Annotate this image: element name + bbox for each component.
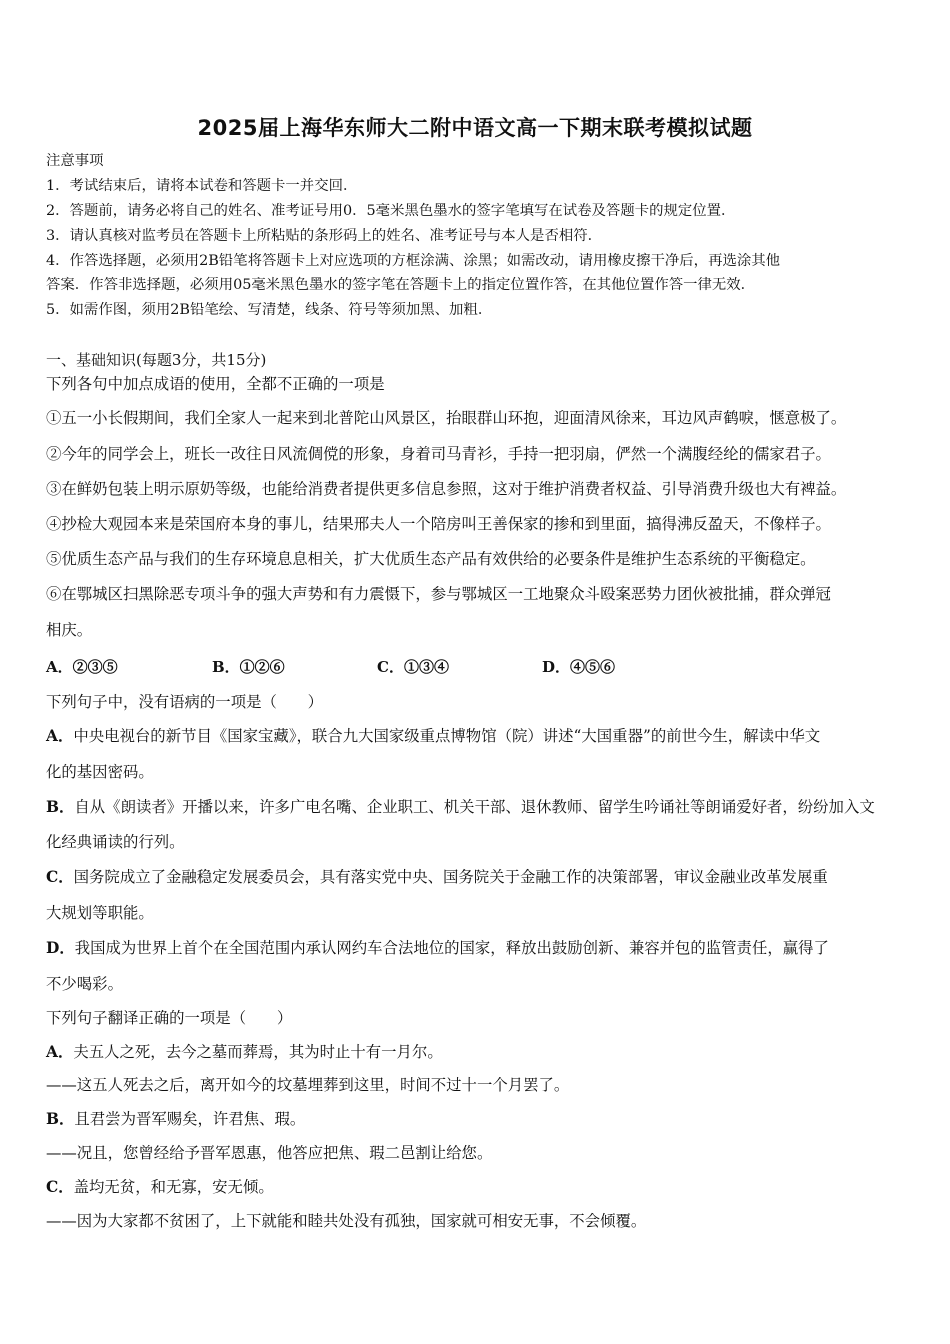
option-text: 盖均无贫，和无寡，安无倾。 [73, 1178, 274, 1196]
option-letter: D． [46, 939, 75, 957]
option-text: 夫五人之死，去今之墓而葬焉，其为时止十有一月尔。 [73, 1043, 443, 1061]
option-line [46, 867, 828, 887]
question-sentence: 相庆。 [46, 621, 93, 639]
option-text: 我国成为世界上首个在全国范围内承认网约车合法地位的国家，释放出鼓励创新、兼容并包的监管责任，赢得了 [74, 939, 829, 957]
option-d[interactable]: D．④⑤⑥ [542, 658, 616, 676]
option-text: 且君尝为晋军赐矣，许君焦、瑕。 [74, 1110, 306, 1128]
option-line: ——因为大家都不贫困了，上下就能和睦共处没有孤独，国家就可相安无事，不会倾覆。 [46, 1212, 647, 1230]
option-line: 大规划等职能。 [46, 904, 154, 922]
notice-item: 1．考试结束后，请将本试卷和答题卡一并交回． [46, 178, 358, 194]
question-sentence: ②今年的同学会上，班长一改往日风流倜傥的形象，身着司马青衫，手持一把羽扇，俨然一个满腹经纶的儒家君子。 [46, 445, 831, 463]
option-line [46, 1177, 274, 1197]
notice-item: 2．答题前，请务必将自己的姓名、准考证号用0．5毫米黑色墨水的签字笔填写在试卷及答题卡的规定位置． [46, 203, 736, 219]
option-line: 不少喝彩。 [46, 975, 123, 993]
question-sentence: ①五一小长假期间，我们全家人一起来到北普陀山风景区，抬眼群山环抱，迎面清风徐来，耳边风声鹤唳，惬意极了。 [46, 409, 847, 427]
option-c[interactable]: C．①③④ [377, 658, 449, 676]
option-line: ——这五人死去之后，离开如今的坟墓埋葬到这里，时间不过十一个月罢了。 [46, 1076, 570, 1094]
question-sentence: ④抄检大观园本来是荣国府本身的事儿，结果邢夫人一个陪房叫王善保家的掺和到里面，搞得沸反盈天，不像样子。 [46, 515, 831, 533]
question-sentence: ⑥在鄂城区扫黑除恶专项斗争的强大声势和有力震慑下，参与鄂城区一工地聚众斗殴案恶势力团伙被批捕，群众弹冠 [46, 585, 831, 603]
option-b[interactable]: B．①②⑥ [212, 658, 285, 676]
question-sentence: ③在鲜奶包装上明示原奶等级，也能给消费者提供更多信息参照，这对于维护消费者权益、引导消费升级也大有裨益。 [46, 480, 847, 498]
option-text: 自从《朗读者》开播以来，许多广电名嘴、企业职工、机关干部、退休教师、留学生吟诵社等朗诵爱好者，纷纷加入文 [74, 798, 875, 816]
question-sentence: ⑤优质生态产品与我们的生存环境息息相关，扩大优质生态产品有效供给的必要条件是维护生态系统的平衡稳定。 [46, 550, 816, 568]
option-letter: B． [46, 798, 75, 816]
option-text: 国务院成立了金融稳定发展委员会，具有落实党中央、国务院关于金融工作的决策部署，审议金融业改革发展重 [73, 868, 828, 886]
option-letter: A． [46, 727, 74, 745]
option-line [46, 1042, 443, 1062]
section-heading: 一、基础知识(每题3分，共15分) [46, 351, 267, 369]
option-line: 化经典诵读的行列。 [46, 833, 185, 851]
question-stem: 下列句子翻译正确的一项是（ ） [46, 1009, 293, 1027]
option-text: 中央电视台的新节目《国家宝藏》，联合九大国家级重点博物馆（院）讲述“大国重器”的前世今生，解读中华文 [73, 727, 821, 745]
option-line [46, 797, 875, 817]
question-stem: 下列句子中，没有语病的一项是（ ） [46, 693, 324, 711]
option-letter: C． [46, 1178, 74, 1196]
option-letter: C． [46, 868, 74, 886]
option-line: ——况且，您曾经给予晋军恩惠，他答应把焦、瑕二邑割让给您。 [46, 1144, 493, 1162]
option-letter: A． [46, 1043, 74, 1061]
option-line [46, 938, 829, 958]
page-title: 2025届上海华东师大二附中语文高一下期末联考模拟试题 [197, 116, 753, 140]
option-line: 化的基因密码。 [46, 763, 154, 781]
notice-item: 4．作答选择题，必须用2B铅笔将答题卡上对应选项的方框涂满、涂黑；如需改动，请用橡皮擦干净后，再选涂其他 [46, 253, 781, 269]
notice-item: 5．如需作图，须用2B铅笔绘、写清楚，线条、符号等须加黑、加粗． [46, 302, 493, 318]
question-stem: 下列各句中加点成语的使用，全都不正确的一项是 [46, 375, 385, 393]
notice-item: 答案．作答非选择题，必须用05毫米黑色墨水的签字笔在答题卡上的指定位置作答，在其他位置作答一律无效． [46, 277, 756, 293]
answer-options [46, 657, 906, 681]
option-a[interactable]: A．②③⑤ [46, 658, 118, 676]
option-line [46, 1109, 305, 1129]
notice-item: 3．请认真核对监考员在答题卡上所粘贴的条形码上的姓名、准考证号与本人是否相符． [46, 228, 603, 244]
option-line [46, 726, 820, 746]
notice-heading: 注意事项 [46, 153, 104, 169]
option-letter: B． [46, 1110, 75, 1128]
